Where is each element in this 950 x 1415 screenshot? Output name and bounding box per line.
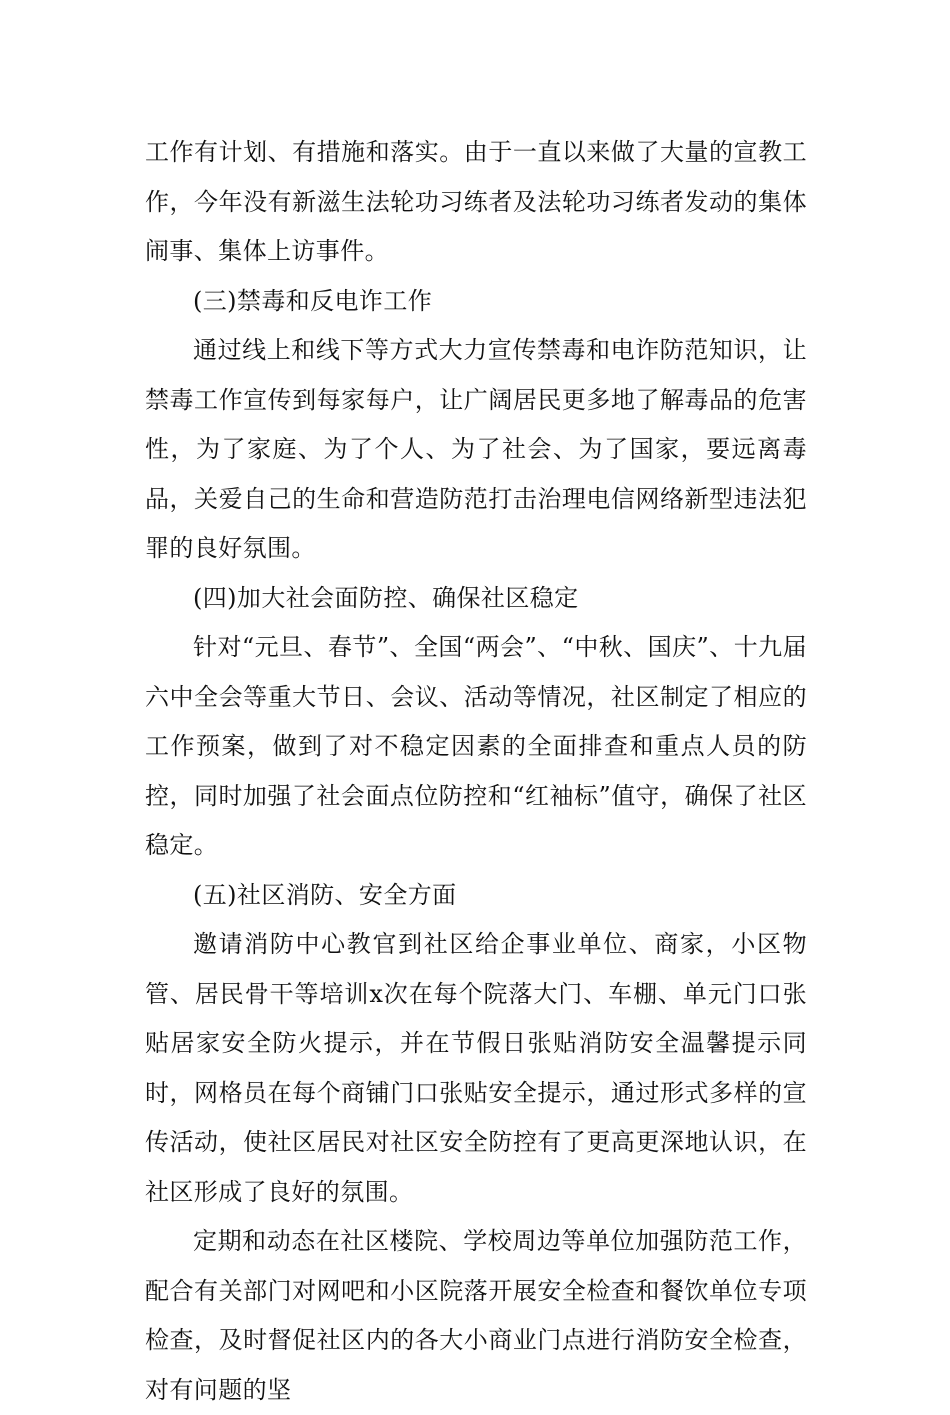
paragraph-anti-drug: 通过线上和线下等方式大力宣传禁毒和电诈防范知识，让禁毒工作宣传到每家每户，让广阔居民更多地了解毒品的危害性，为了家庭、为了个人、为了社会、为了国家，要远离毒品，关爱自己的生命和营造防范打击治理电信网络新型违法犯罪的良好氛围。 — [145, 336, 807, 562]
paragraph-continuation: 工作有计划、有措施和落实。由于一直以来做了大量的宣教工作，今年没有新滋生法轮功习练者及法轮功习练者发动的集体闹事、集体上访事件。 — [145, 138, 807, 265]
section-heading-3: (三)禁毒和反电诈工作 — [193, 286, 433, 315]
paragraph-fire-safety: 邀请消防中心教官到社区给企事业单位、商家，小区物管、居民骨干等培训x次在每个院落大门、车棚、单元门口张贴居家安全防火提示，并在节假日张贴消防安全温馨提示同时，网格员在每个商铺门口张贴安全提示，通过形式多样的宣传活动，使社区居民对社区安全防控有了更高更深地认识，在社区形成了良好的氛围。 — [145, 930, 807, 1206]
section-heading-4: (四)加大社会面防控、确保社区稳定 — [193, 583, 579, 612]
section-heading-5: (五)社区消防、安全方面 — [193, 880, 457, 909]
paragraph-inspection: 定期和动态在社区楼院、学校周边等单位加强防范工作，配合有关部门对网吧和小区院落开展安全检查和餐饮单位专项检查，及时督促社区内的各大小商业门点进行消防安全检查，对有问题的坚 — [145, 1227, 807, 1404]
paragraph-stability: 针对“元旦、春节”、全国“两会”、“中秋、国庆”、十九届六中全会等重大节日、会议、活动等情况，社区制定了相应的工作预案，做到了对不稳定因素的全面排查和重点人员的防控，同时加强了社会面点位防控和“红袖标”值守，确保了社区稳定。 — [145, 633, 807, 859]
document-body — [145, 128, 807, 1415]
